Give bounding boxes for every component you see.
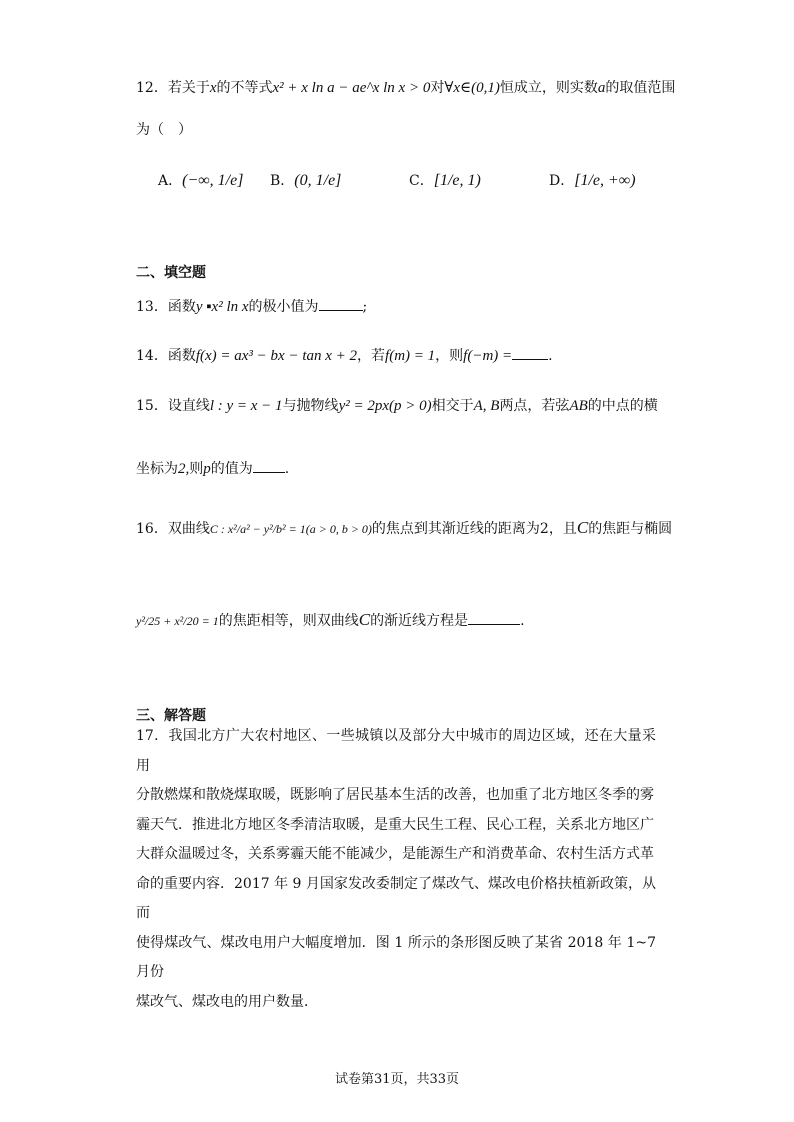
q12-inequality: x² + x ln a − ae^x ln x > 0 <box>272 80 431 96</box>
q14-condition: f(m) = 1 <box>385 348 436 364</box>
q13-text: 函数 <box>167 299 196 315</box>
q16-line1 <box>136 518 672 539</box>
q12-option-d <box>549 170 636 190</box>
q16-text: 的渐近线方程是 <box>370 613 469 629</box>
q15-text: 则 <box>189 461 204 477</box>
q16-line2 <box>136 610 525 631</box>
q12-text: 恒成立，则实数 <box>499 80 598 96</box>
q12-text: 若关于 <box>167 80 210 96</box>
q12-text: 对 <box>430 80 445 96</box>
q15-number: 15． <box>136 398 168 414</box>
q17-line: 煤改气、煤改电的用户数量． <box>136 993 318 1010</box>
q16-number: 16． <box>136 521 168 537</box>
q15-text: 的中点的横 <box>587 398 658 414</box>
q16-hyperbola: C : x²/a² − y²/b² = 1(a > 0, b > 0) <box>209 522 372 536</box>
q15-value: 2, <box>178 461 190 477</box>
option-value: (0, 1/e] <box>294 172 342 189</box>
q13-answer-blank <box>319 296 363 311</box>
q15-text: 坐标为 <box>136 461 178 477</box>
option-value: (−∞, 1/e] <box>182 172 244 189</box>
option-label: A． <box>158 173 183 189</box>
option-label: B． <box>270 173 295 189</box>
q14-number: 14． <box>136 348 168 364</box>
q12-blank-parens: 为（ ） <box>136 122 192 138</box>
q16-text: 的焦距与椭圆 <box>588 521 673 537</box>
q16-text: 双曲线 <box>167 521 210 537</box>
q17-line: 分散燃煤和散烧煤取暖，既影响了居民基本生活的改善，也加重了北方地区冬季的雾 <box>136 787 654 803</box>
q15-parabola: y² = 2px(p > 0) <box>338 398 432 414</box>
q14-ask: f(−m) = <box>463 348 513 364</box>
page-footer: 试卷第31页，共33页 <box>334 1072 460 1087</box>
q16-text: 的焦点到其渐近线的距离为2，且 <box>371 521 577 537</box>
q15-line1 <box>136 396 658 416</box>
q15-chord: AB <box>569 398 588 414</box>
q14-text: . <box>548 348 553 364</box>
q17-line: 大群众温暖过冬，关系雾霾天能不能减少，是能源生产和消费革命、农村生活方式革 <box>136 846 654 862</box>
q13-text: ; <box>362 299 368 315</box>
q15-line-equation: l : y = x − 1 <box>209 398 283 414</box>
q12-var-a: a <box>597 80 606 96</box>
q14-text: ，若 <box>357 348 386 364</box>
q13-line <box>136 296 367 317</box>
section-solution-title: 三、解答题 <box>136 708 206 724</box>
q16-var-c: C <box>358 610 371 629</box>
q12-domain: ∀x∈(0,1) <box>444 80 500 96</box>
q15-var-p: p <box>203 461 211 477</box>
q16-text: . <box>520 613 525 629</box>
q15-text: 设直线 <box>167 398 210 414</box>
q15-line2 <box>136 458 289 479</box>
q12-line2 <box>136 120 192 140</box>
q12-option-c <box>409 170 481 190</box>
q15-text: 相交于 <box>431 398 474 414</box>
q16-text: 的焦距相等，则双曲线 <box>218 613 359 629</box>
q15-text: 两点，若弦 <box>499 398 570 414</box>
q14-text: ，则 <box>435 348 464 364</box>
q12-text: 的不等式 <box>216 80 273 96</box>
option-value: [1/e, +∞) <box>574 172 636 189</box>
q17-line: 17．我国北方广大农村地区、一些城镇以及部分大中城市的周边区域，还在大量采用 <box>136 728 656 774</box>
q17-line: 使得煤改气、煤改电用户大幅度增加．图 1 所示的条形图反映了某省 2018 年 1~7 月份 <box>136 934 656 980</box>
q13-number: 13． <box>136 299 168 315</box>
section-fill-in-title: 二、填空题 <box>136 265 206 281</box>
q15-points: A, B <box>473 398 500 414</box>
q12-var-x: x <box>209 80 217 96</box>
q12-text: 的取值范围 <box>605 80 676 96</box>
q15-text: 的值为 <box>210 461 253 477</box>
q15-text: . <box>284 461 290 477</box>
q16-answer-blank <box>468 610 520 625</box>
q16-ellipse: y²/25 + x²/20 = 1 <box>136 614 219 628</box>
q14-text: 函数 <box>167 348 196 364</box>
q15-answer-blank <box>253 458 285 473</box>
q13-expression: y ▪x² ln x <box>195 299 249 315</box>
q17-line: 命的重要内容．2017 年 9 月国家发改委制定了煤改气、煤改电价格扶植新政策，从而 <box>136 875 656 921</box>
q16-var-c: C <box>576 518 589 537</box>
q12-option-a <box>158 170 243 190</box>
q12-number: 12． <box>136 80 168 96</box>
q14-answer-blank <box>512 349 548 360</box>
q17-line: 霾天气．推进北方地区冬季清洁取暖，是重大民生工程、民心工程，关系北方地区广 <box>136 816 654 833</box>
q17-paragraph <box>136 722 656 1017</box>
option-value: [1/e, 1) <box>433 172 481 189</box>
option-label: D． <box>549 173 575 189</box>
option-label: C． <box>409 173 434 189</box>
q12-line1 <box>136 78 675 98</box>
q15-text: 与抛物线 <box>282 398 339 414</box>
q12-option-b <box>270 170 341 190</box>
q13-text: 的极小值为 <box>248 299 319 315</box>
q14-line <box>136 346 553 366</box>
q14-function: f(x) = ax³ − bx − tan x + 2 <box>195 348 358 364</box>
